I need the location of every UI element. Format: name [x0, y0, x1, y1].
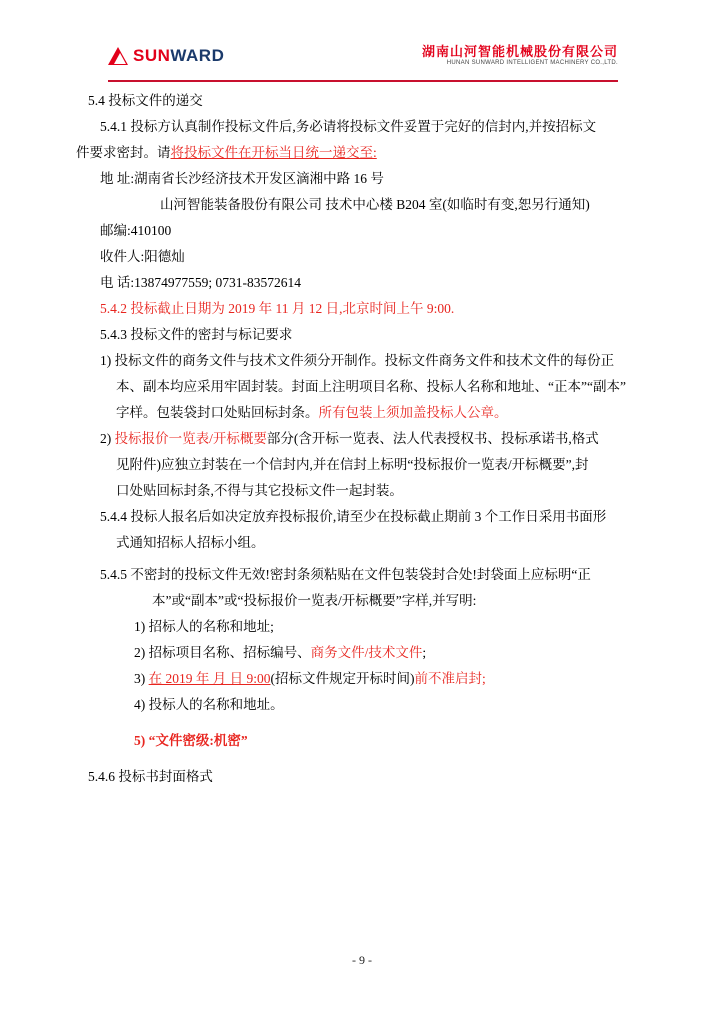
paragraph-5-4-4-line2: 式通知招标人招标小组。: [116, 535, 265, 550]
company-name-en: HUNAN SUNWARD INTELLIGENT MACHINERY CO.,LTD.: [446, 60, 618, 66]
list-item-2-black: 2) 招标项目名称、招标编号、: [134, 645, 311, 660]
paragraph-5-4-4-line1: 5.4.4 投标人报名后如决定放弃投标报价,请至少在投标截止期前 3 个工作日采用书面形: [100, 509, 607, 524]
recipient-label: 收件人:: [100, 249, 145, 264]
list-item-4: 4) 投标人的名称和地址。: [134, 697, 284, 712]
sunward-logo: [108, 44, 224, 68]
paragraph-5-4-1-line2: [76, 140, 648, 166]
paragraph-5-4-5-line2: 本”或“副本”或“投标报价一览表/开标概要”字样,并写明:: [152, 593, 477, 608]
paragraph-5-4-3-item2-line2: 见附件)应独立封装在一个信封内,并在信封上标明“投标报价一览表/开标概要”,封: [116, 457, 589, 472]
header-divider: [108, 80, 618, 82]
paragraph-5-4-3-item2-line3: 口处贴回标封条,不得与其它投标文件一起封装。: [116, 483, 403, 498]
list-item-3-marker: 3): [134, 671, 149, 686]
phone-line: [76, 270, 648, 296]
paragraph-5-4-3-title: 5.4.3 投标文件的密封与标记要求: [100, 327, 293, 342]
list-item-5: 5) “文件密级:机密”: [134, 733, 248, 748]
item2-marker: 2): [100, 431, 115, 446]
paragraph-5-4-5-line1: 5.4.5 不密封的投标文件无效!密封条须粘贴在文件包装袋封合处!封袋面上应标明“正: [100, 567, 591, 582]
triangle-logo-icon: [108, 45, 130, 67]
document-header: [108, 44, 618, 78]
address-line: [76, 166, 648, 192]
paragraph-5-4-1-line2-black: 件要求密封。请: [76, 145, 171, 160]
address-line-2: 山河智能装备股份有限公司 技术中心楼 B204 室(如临时有变,恕另行通知): [160, 197, 590, 212]
company-name-block: [422, 44, 618, 68]
paragraph-5-4-6: 5.4.6 投标书封面格式: [88, 769, 213, 784]
list-item-2-tail: ;: [422, 645, 427, 660]
address-label: 地 址:: [100, 171, 135, 186]
item1-line3-black: 字样。包装袋封口处贴回标封条。: [116, 405, 319, 420]
list-item-3-red-tail: 前不准启封;: [414, 671, 486, 686]
list-item-3-black-note: (招标文件规定开标时间): [270, 671, 415, 686]
phone-label: 电 话:: [100, 275, 135, 290]
paragraph-5-4-2: 5.4.2 投标截止日期为 2019 年 11 月 12 日,北京时间上午 9:00.: [100, 301, 455, 316]
page-footer: [0, 953, 724, 968]
paragraph-5-4-3-item1-line3: [76, 400, 648, 426]
item2-line1-rest: 部分(含开标一览表、法人代表授权书、投标承诺书,格式: [266, 431, 599, 446]
zipcode-line: [76, 218, 648, 244]
paragraph-5-4-3-item1-line1: 1) 投标文件的商务文件与技术文件须分开制作。投标文件商务文件和技术文件的每份正: [100, 353, 615, 368]
list-item-3-red-date: 在 2019 年 月 日 9:00: [148, 671, 271, 686]
list-item-3: [76, 666, 648, 692]
page-number: - 9 -: [352, 953, 372, 967]
logo-word-left: SUN: [133, 46, 171, 65]
paragraph-5-4-3-item2-line1: [76, 426, 648, 452]
company-name-cn: 湖南山河智能机械股份有限公司: [421, 44, 618, 59]
address-value: 湖南省长沙经济技术开发区滴湘中路 16 号: [134, 171, 384, 186]
logo-wordmark: [133, 46, 224, 66]
paragraph-5-4-3-item1-line2: 本、副本均应采用牢固封装。封面上注明项目名称、投标人名称和地址、“正本”“副本”: [116, 379, 626, 394]
list-item-2: [76, 640, 648, 666]
zipcode-label: 邮编:: [100, 223, 131, 238]
recipient-value: 阳德灿: [144, 249, 185, 264]
paragraph-5-4-1-line2-red: 将投标文件在开标当日统一递交至:: [170, 145, 377, 160]
item2-red-phrase: 投标报价一览表/开标概要: [114, 431, 267, 446]
phone-value: 13874977559; 0731-83572614: [134, 275, 302, 290]
item1-line3-red: 所有包装上须加盖投标人公章。: [318, 405, 508, 420]
recipient-line: [76, 244, 648, 270]
list-item-2-red: 商务文件/技术文件: [310, 645, 423, 660]
document-body: [76, 88, 648, 790]
logo-word-right: WARD: [170, 46, 225, 65]
zipcode-value: 410100: [130, 223, 172, 238]
paragraph-5-4-1-line1: 5.4.1 投标方认真制作投标文件后,务必请将投标文件妥置于完好的信封内,并按招标文: [100, 119, 597, 134]
list-item-1: 1) 招标人的名称和地址;: [134, 619, 274, 634]
section-title: 5.4 投标文件的递交: [88, 93, 203, 108]
